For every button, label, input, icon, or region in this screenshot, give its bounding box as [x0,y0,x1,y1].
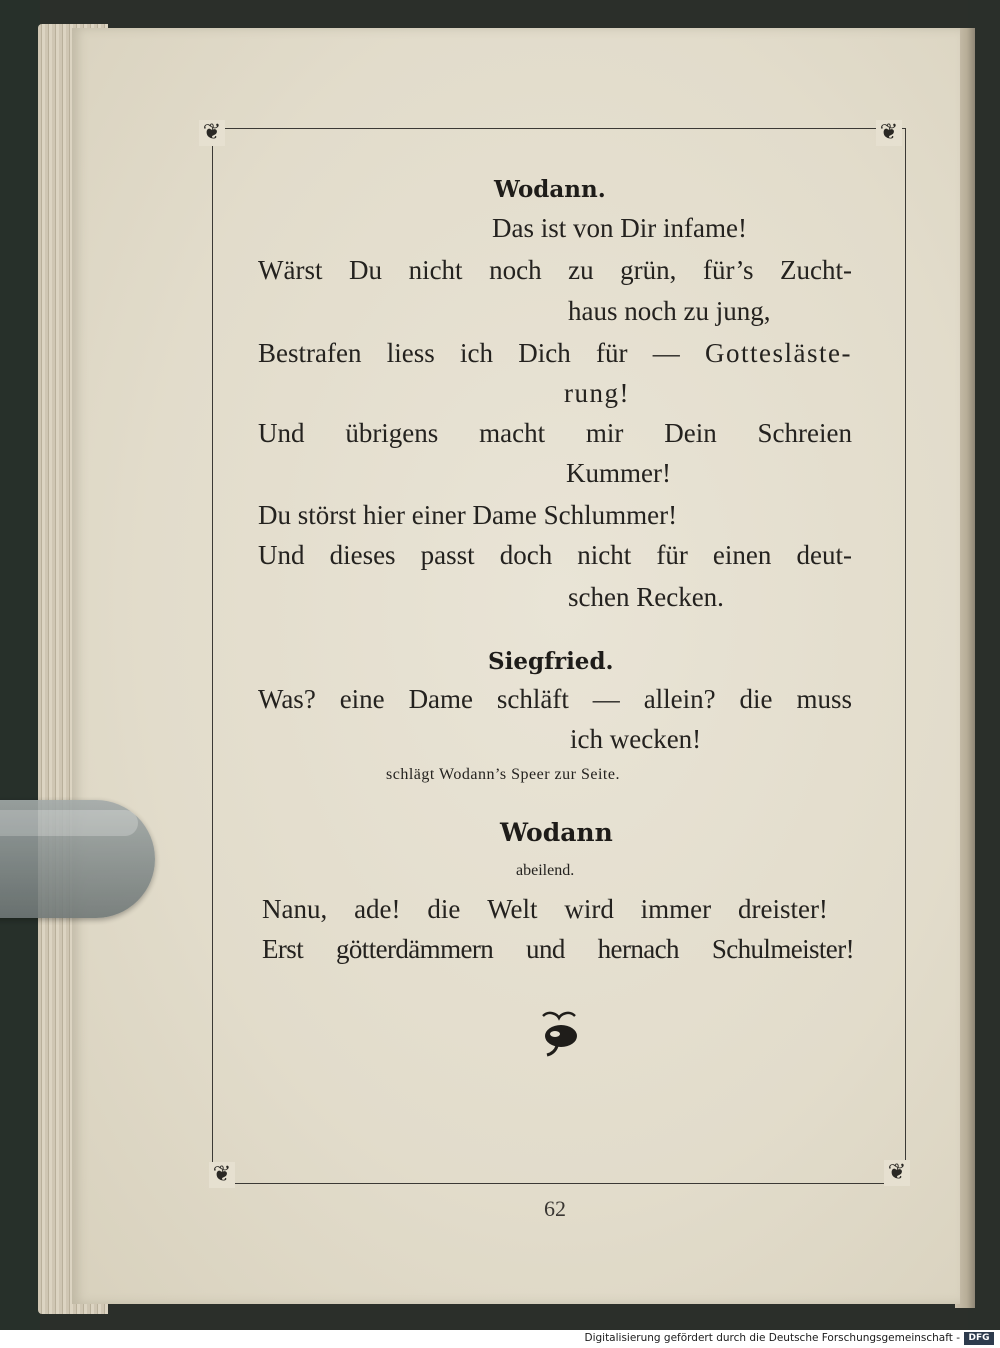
word: für [656,540,688,570]
speaker-heading: Wodann [500,818,613,847]
word: übrigens [345,418,439,448]
verse-line [258,255,852,286]
speaker-heading: Wodann. [494,176,606,203]
word: Nanu, [262,894,328,924]
word: Dame [408,684,474,714]
word: eine [339,684,385,714]
word: Dein [664,418,717,448]
verse-line: rung! [564,378,630,408]
word: macht [479,418,546,448]
word: Schulmeister! [711,934,854,964]
word: nicht [577,540,632,570]
word: einen [712,540,772,570]
verse-line: Das ist von Dir infame! [492,213,747,243]
fleuron-vignette-icon [535,1008,583,1058]
word: muss [796,684,852,714]
word: mir [585,418,624,448]
speaker-heading: Siegfried. [488,648,614,675]
word: ich [460,338,493,368]
word: immer [640,894,712,924]
corner-ornament-icon: ❦ [884,1160,910,1186]
verse-line: Kummer! [566,458,671,488]
left-background [0,0,40,1330]
word: Du [349,255,383,285]
word: liess [386,338,435,368]
word: nicht [408,255,463,285]
word: Dich [518,338,571,368]
verse-line [262,934,854,965]
verse-line: ich wecken! [570,724,702,754]
page-number: 62 [544,1196,566,1221]
word: götterdämmern [336,934,494,964]
word: Welt [487,894,538,924]
word: Was? [258,684,316,714]
word: Wärst [258,255,323,285]
word: Erst [262,934,304,964]
word: die [427,894,461,924]
stage-direction: abeilend. [516,862,575,879]
word: zu [568,255,594,285]
dfg-logo: DFG [964,1332,994,1345]
corner-ornament-icon: ❦ [209,1162,235,1188]
word: Und [258,540,305,570]
verse-line: Du störst hier einer Dame Schlummer! [258,500,678,530]
word: passt [420,540,475,570]
word: doch [499,540,553,570]
word: für’s [702,255,754,285]
word: dreister! [737,894,828,924]
word: dieses [329,540,396,570]
word: Und [258,418,305,448]
stage-direction: schlägt Wodann’s Speer zur Seite. [386,766,620,783]
word: Schreien [757,418,852,448]
word: die [739,684,773,714]
verse-line: haus noch zu jung, [568,296,771,326]
word: — [592,684,620,714]
word: hernach [597,934,679,964]
footer-bar [0,1330,1000,1348]
word: — [652,338,680,368]
funding-credit: Digitalisierung gefördert durch die Deutsche Forschungsgemeinschaft - [584,1332,960,1344]
word: für [596,338,628,368]
verse-line: schen Recken. [568,582,724,612]
word: schläft [496,684,569,714]
verse-line [258,418,852,449]
corner-ornament-icon: ❦ [876,120,902,146]
word: grün, [620,255,677,285]
word: Bestrafen [258,338,362,368]
word: allein? [643,684,716,714]
word: Zucht- [780,255,852,285]
word: noch [489,255,542,285]
verse-line [258,540,852,571]
word: ade! [354,894,401,924]
word: deut- [796,540,852,570]
verse-line [258,684,852,715]
word: Gottesläste- [705,338,852,368]
word: und [526,934,565,964]
verse-line [262,894,828,925]
verse-line [258,338,852,369]
word: wird [564,894,614,924]
bookmark-clip [0,800,155,918]
corner-ornament-icon: ❦ [199,120,225,146]
